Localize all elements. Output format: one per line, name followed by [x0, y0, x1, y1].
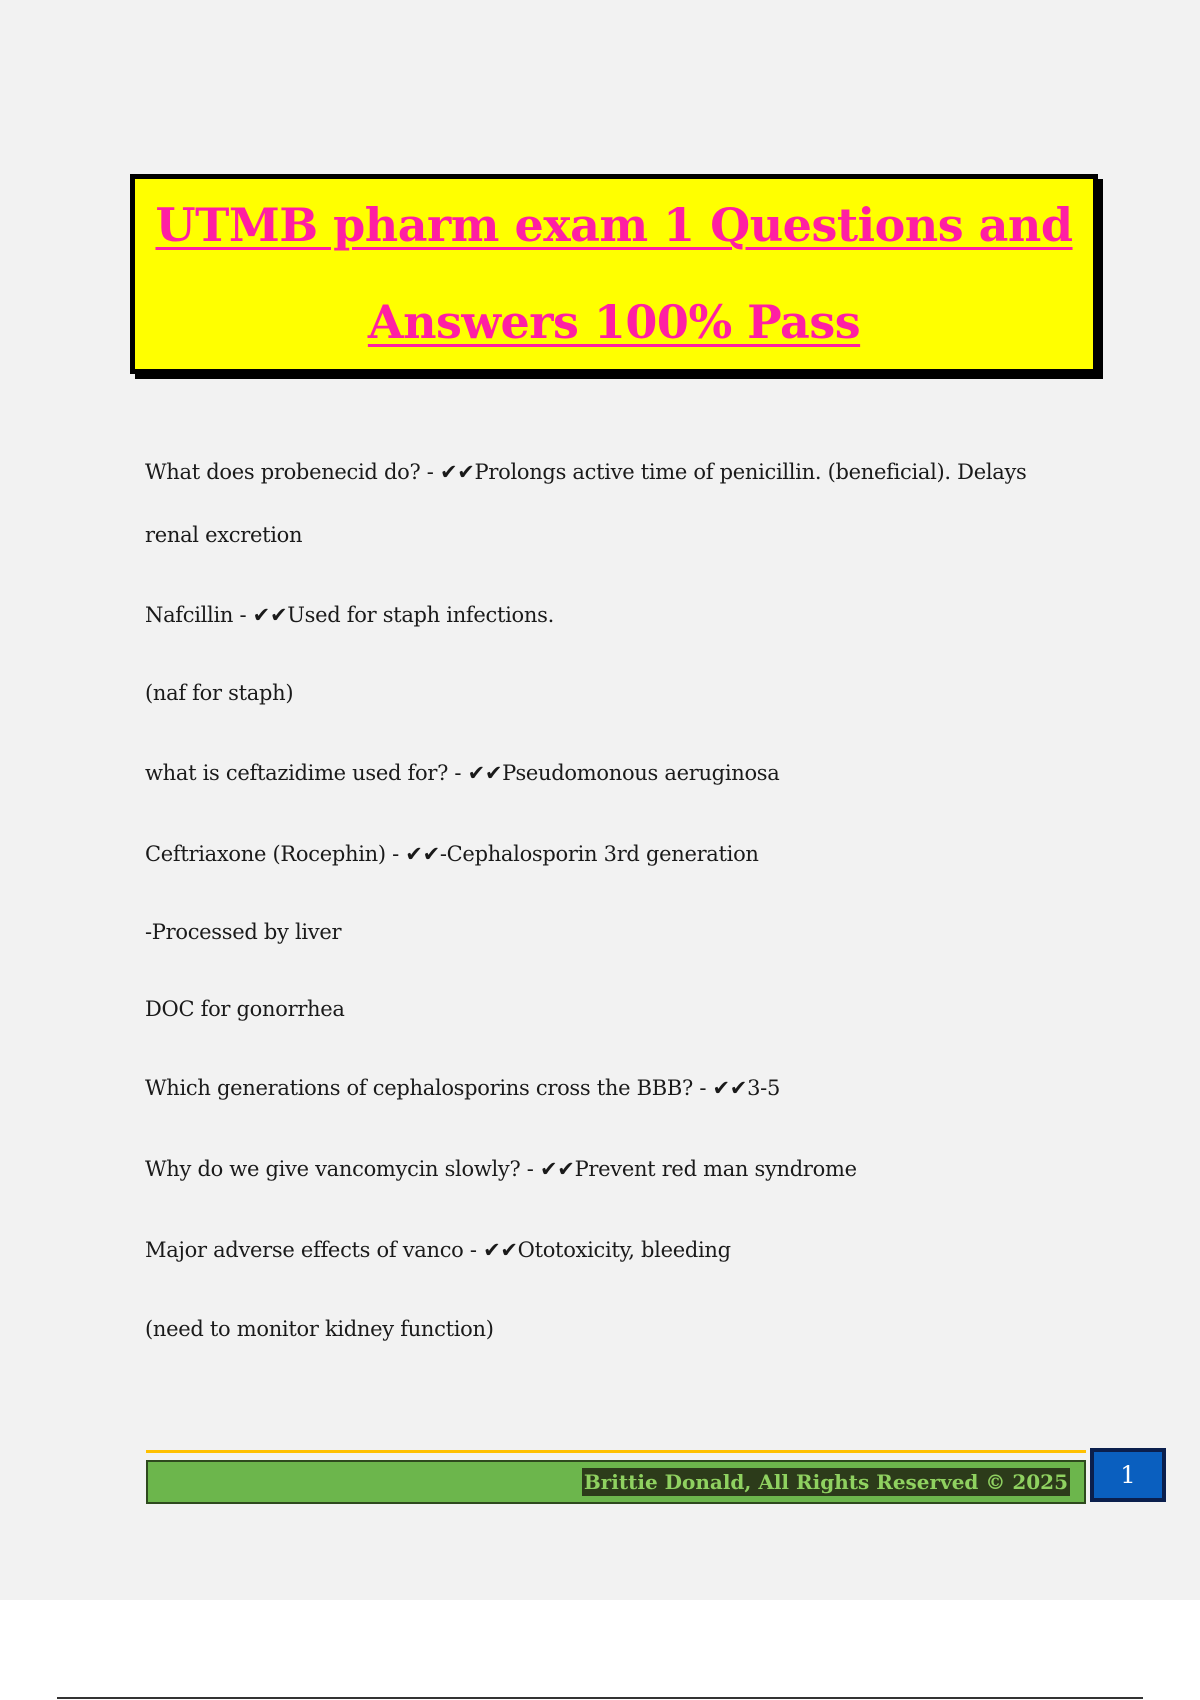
entry-probenecid-cont: renal excretion [145, 523, 303, 547]
entry-probenecid: What does probenecid do? - ✔✔Prolongs active time of penicillin. (beneficial). Delays [145, 460, 1027, 484]
title-line-1: UTMB pharm exam 1 Questions and [155, 198, 1073, 252]
entry-vanco-note: (need to monitor kidney function) [145, 1317, 494, 1341]
entry-ceftriaxone: Ceftriaxone (Rocephin) - ✔✔-Cephalosporin 3rd generation [145, 842, 759, 866]
footer-copyright: Brittie Donald, All Rights Reserved © 2025 [583, 1470, 1068, 1494]
bottom-divider [57, 1697, 1143, 1699]
entry-ceftazidime: what is ceftazidime used for? - ✔✔Pseudomonous aeruginosa [145, 761, 780, 785]
entry-ceftriaxone-doc: DOC for gonorrhea [145, 997, 345, 1021]
entry-vancomycin: Why do we give vancomycin slowly? - ✔✔Prevent red man syndrome [145, 1157, 857, 1181]
entry-nafcillin-note: (naf for staph) [145, 681, 294, 705]
title-box [130, 174, 1098, 374]
entry-nafcillin: Nafcillin - ✔✔Used for staph infections. [145, 603, 554, 627]
entry-vanco-effects: Major adverse effects of vanco - ✔✔Ototoxicity, bleeding [145, 1238, 731, 1262]
footer-bar [146, 1460, 1086, 1504]
entry-ceftriaxone-liver: -Processed by liver [145, 920, 342, 944]
page-number: 1 [1120, 1461, 1136, 1489]
footer-divider [146, 1450, 1086, 1453]
title-line-2: Answers 100% Pass [367, 295, 861, 349]
page-number-box [1090, 1448, 1166, 1502]
entry-bbb: Which generations of cephalosporins cross the BBB? - ✔✔3-5 [145, 1076, 781, 1100]
